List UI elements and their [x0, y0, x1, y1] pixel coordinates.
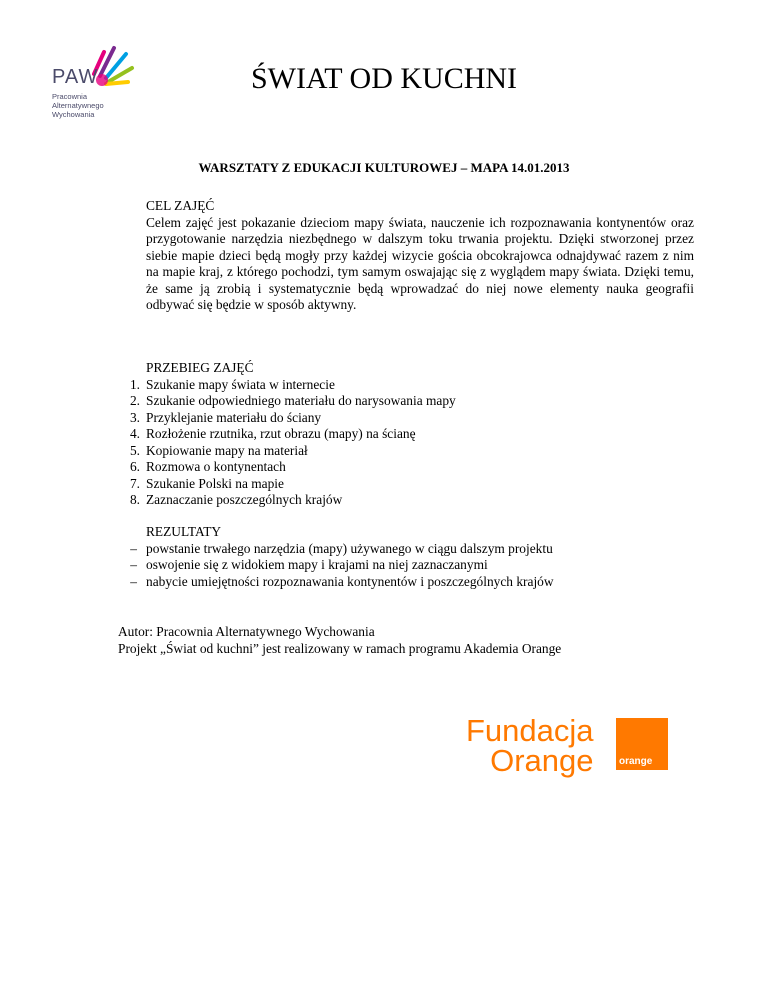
bullet-dash: –: [130, 540, 137, 556]
paw-subtitle-line: Wychowania: [52, 110, 95, 119]
project-line: Projekt „Świat od kuchni” jest realizowany w ramach programu Akademia Orange: [118, 640, 562, 656]
list-item-text: Szukanie Polski na mapie: [146, 475, 284, 491]
goal-section: [146, 198, 694, 314]
list-item-number: 5.: [129, 442, 140, 458]
list-item-text: Szukanie mapy świata w internecie: [146, 376, 335, 392]
results-section: [95, 524, 695, 590]
progress-section: [95, 360, 695, 509]
list-item: [95, 410, 695, 427]
list-item-text: Rozmowa o kontynentach: [146, 459, 286, 474]
document-title: ŚWIAT OD KUCHNI: [250, 62, 518, 95]
list-item: [95, 574, 695, 591]
list-item-text: Kopiowanie mapy na materiał: [146, 442, 308, 458]
bullet-dash: –: [130, 557, 137, 572]
goal-heading: CEL ZAJĘĆ: [146, 198, 215, 213]
list-item-text: Zaznaczanie poszczególnych krajów: [146, 492, 343, 507]
list-item-text: nabycie umiejętności rozpoznawania kontynentów i poszczególnych krajów: [146, 573, 554, 589]
paw-subtitle-line: Pracownia: [52, 92, 88, 101]
list-item: [95, 459, 695, 476]
list-item: [95, 476, 695, 493]
list-item-text: Szukanie odpowiedniego materiału do narysowania mapy: [146, 393, 456, 408]
bullet-dash: –: [130, 573, 137, 589]
paw-logo-letters: PAW: [52, 66, 99, 88]
list-item-text: oswojenie się z widokiem mapy i krajami na niej zaznaczanymi: [146, 557, 488, 572]
list-item-text: powstanie trwałego narzędzia (mapy) używanego w ciągu dalszym projektu: [146, 540, 553, 556]
footer: [118, 624, 738, 657]
orange-logo: [616, 718, 668, 770]
list-item-text: Rozłożenie rzutnika, rzut obrazu (mapy) na ścianę: [146, 426, 416, 441]
list-item: [95, 541, 695, 558]
list-item-number: 8.: [129, 492, 140, 507]
list-item-number: 4.: [129, 426, 140, 441]
list-item: [95, 377, 695, 394]
results-heading: REZULTATY: [146, 524, 222, 539]
paw-logo-subtitle: [52, 92, 104, 119]
list-item: [95, 426, 695, 443]
list-item-number: 1.: [129, 376, 140, 392]
list-item: [95, 443, 695, 460]
fundacja-logo-line: Orange: [490, 743, 594, 778]
paw-subtitle-line: Alternatywnego: [52, 101, 104, 110]
author-line: Autor: Pracownia Alternatywnego Wychowania: [118, 624, 375, 639]
list-item: [95, 557, 695, 574]
progress-heading: PRZEBIEG ZAJĘĆ: [146, 360, 254, 375]
list-item-text: Przyklejanie materiału do ściany: [146, 409, 322, 425]
orange-logo-text: orange: [619, 756, 653, 767]
list-item-number: 7.: [129, 475, 140, 491]
list-item: [95, 492, 695, 509]
list-item-number: 2.: [129, 393, 140, 408]
list-item-number: 6.: [129, 459, 140, 474]
list-item: [95, 393, 695, 410]
list-item-number: 3.: [129, 409, 140, 425]
goal-text: Celem zajęć jest pokazanie dzieciom mapy świata, nauczenie ich rozpoznawania kontynentów oraz przygotowanie narzędzia niezbędnego w dalszym toku trwania projektu. Dzięki stworzonej przez siebie mapie dzieci będą mogły przy każdej wizycie gościa obcokrajowca odnajdywać razem z nim na mapie kraj, z którego pochodzi, tym samym oswajając się z wyglądem mapy świata. Dzięki temu, że same ją zrobią i systematycznie będą wprowadzać do niej nowe elementy nauka geografii odbywać się będzie w sposób aktywny.: [146, 214, 694, 312]
document-subheading: WARSZTATY Z EDUKACJI KULTUROWEJ – MAPA 14.01.2013: [198, 160, 570, 175]
fundacja-logo-line: Fundacja: [466, 713, 594, 748]
fundacja-orange-logo: [466, 713, 594, 778]
